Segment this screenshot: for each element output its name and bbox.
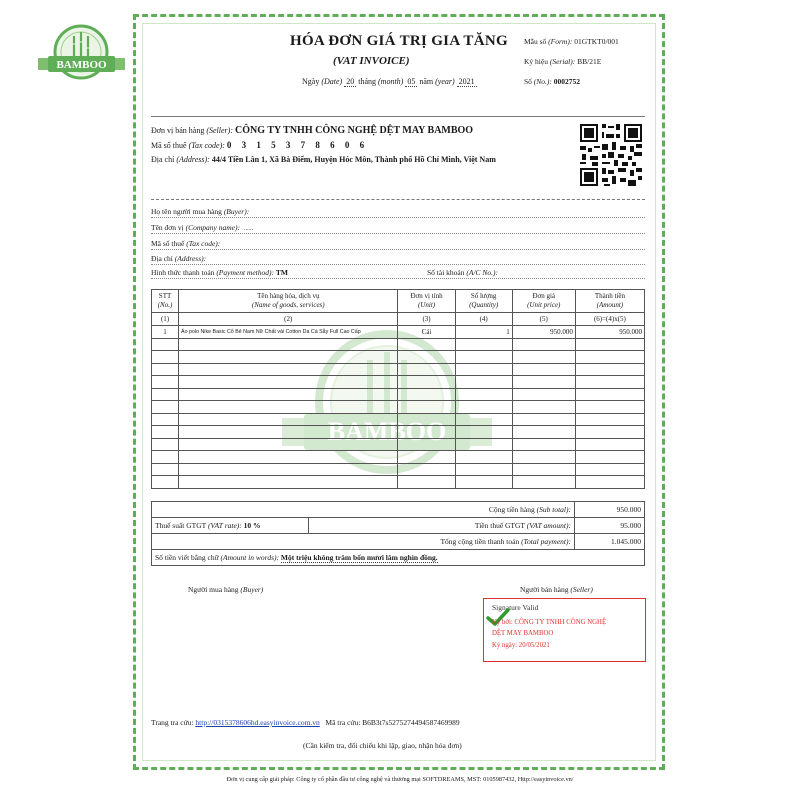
table-row bbox=[152, 376, 645, 389]
table-cell bbox=[455, 388, 512, 401]
vat-row bbox=[152, 518, 645, 534]
table-cell bbox=[398, 401, 455, 414]
form-number: Mẫu số (Form): 01GTKT0/001 bbox=[524, 37, 619, 46]
table-cell bbox=[512, 451, 575, 464]
table-cell bbox=[575, 351, 644, 364]
table-cell: (6)=(4)x(5) bbox=[575, 313, 644, 326]
table-cell bbox=[455, 363, 512, 376]
table-cell bbox=[575, 376, 644, 389]
table-cell: 1 bbox=[152, 326, 179, 339]
buyer-company-row: Tên đơn vị (Company name): ...... bbox=[151, 222, 645, 234]
table-cell bbox=[398, 351, 455, 364]
table-cell bbox=[512, 351, 575, 364]
table-cell bbox=[398, 363, 455, 376]
table-cell bbox=[179, 401, 398, 414]
table-cell bbox=[512, 476, 575, 489]
signed-by-line2: DỆT MAY BAMBOO bbox=[492, 630, 554, 637]
table-cell bbox=[179, 351, 398, 364]
seller-address-row: Địa chỉ (Address): 44/4 Tiền Lân 1, Xã Bà Điểm, Huyện Hóc Môn, Thành phố Hồ Chí Minh, Việt Nam bbox=[151, 155, 496, 164]
table-row bbox=[152, 438, 645, 451]
table-cell: 950.000 bbox=[512, 326, 575, 339]
buyer-tax-row: Mã số thuế (Tax code): bbox=[151, 238, 645, 250]
header-amount: Thành tiền (Amount) bbox=[575, 290, 644, 313]
table-cell bbox=[152, 426, 179, 439]
table-cell bbox=[179, 388, 398, 401]
signed-by-line1: Ký bởi: CÔNG TY TNHH CÔNG NGHỆ bbox=[492, 619, 607, 626]
divider bbox=[151, 199, 645, 200]
table-cell bbox=[455, 426, 512, 439]
table-cell: (1) bbox=[152, 313, 179, 326]
table-cell bbox=[152, 451, 179, 464]
table-cell bbox=[398, 376, 455, 389]
table-cell: (2) bbox=[179, 313, 398, 326]
table-cell bbox=[398, 338, 455, 351]
seller-signature-label: Người bán hàng (Seller) bbox=[520, 585, 593, 594]
date-year: 2021 bbox=[458, 77, 475, 86]
header-name: Tên hàng hóa, dịch vụ (Name of goods, services) bbox=[179, 290, 398, 313]
items-table bbox=[151, 289, 645, 489]
table-row bbox=[152, 476, 645, 489]
table-cell bbox=[455, 413, 512, 426]
watermark-text: BAMBOO bbox=[327, 417, 447, 446]
seller-name-row: Đơn vị bán hàng (Seller): CÔNG TY TNHH CÔNG NGHỆ DỆT MAY BAMBOO bbox=[151, 125, 474, 136]
table-cell bbox=[152, 376, 179, 389]
table-row bbox=[152, 326, 645, 339]
table-row bbox=[152, 426, 645, 439]
lookup-link[interactable]: http://0315378606hd.easyinvoice.com.vn bbox=[195, 718, 320, 727]
product-name: Áo polo Nike Basic Cổ Bẻ Nam Nữ Chất vải Cotton Da Cá Sẵy Full Cao Cấp bbox=[179, 326, 398, 339]
table-cell bbox=[455, 463, 512, 476]
table-row bbox=[152, 351, 645, 364]
logo-text: BAMBOO bbox=[56, 59, 107, 71]
table-cell bbox=[575, 463, 644, 476]
table-cell bbox=[152, 388, 179, 401]
total-row bbox=[152, 534, 645, 550]
table-cell bbox=[512, 363, 575, 376]
signature-valid-text: Signature Valid bbox=[492, 603, 539, 612]
header-unit: Đơn vị tính (Unit) bbox=[398, 290, 455, 313]
table-cell bbox=[398, 426, 455, 439]
table-cell bbox=[179, 438, 398, 451]
seller-address: 44/4 Tiền Lân 1, Xã Bà Điểm, Huyện Hóc Môn, Thành phố Hồ Chí Minh, Việt Nam bbox=[211, 155, 496, 164]
table-cell bbox=[575, 438, 644, 451]
table-cell: (4) bbox=[455, 313, 512, 326]
header-no: STT (No.) bbox=[152, 290, 179, 313]
table-cell: 950.000 bbox=[575, 326, 644, 339]
table-cell bbox=[398, 413, 455, 426]
table-cell bbox=[512, 438, 575, 451]
table-cell bbox=[575, 388, 644, 401]
table-cell bbox=[179, 476, 398, 489]
table-cell: (3) bbox=[398, 313, 455, 326]
table-cell bbox=[179, 363, 398, 376]
table-cell bbox=[179, 338, 398, 351]
table-row bbox=[152, 388, 645, 401]
bamboo-logo bbox=[34, 22, 129, 92]
seller-name: CÔNG TY TNHH CÔNG NGHỆ DỆT MAY BAMBOO bbox=[235, 125, 474, 136]
table-row bbox=[152, 451, 645, 464]
total-value: 1.045.000 bbox=[575, 534, 645, 550]
signed-date: Ký ngày: 20/05/2021 bbox=[492, 642, 550, 649]
qr-code-icon bbox=[578, 122, 644, 188]
table-cell bbox=[152, 476, 179, 489]
payment-method: TM bbox=[275, 268, 288, 277]
buyer-address-row: Địa chỉ (Address): bbox=[151, 253, 645, 265]
lookup-code: B6B3t7s5275274494587469989 bbox=[362, 718, 460, 727]
table-cell bbox=[575, 338, 644, 351]
table-cell bbox=[455, 376, 512, 389]
table-cell bbox=[512, 401, 575, 414]
subtotal-row bbox=[152, 502, 645, 518]
serial-number: Ký hiệu (Serial): BB/21E bbox=[524, 57, 602, 66]
table-cell bbox=[512, 388, 575, 401]
totals-cell: Tiền thuế GTGT (VAT amount): bbox=[309, 518, 575, 534]
table-cell bbox=[179, 463, 398, 476]
table-cell bbox=[152, 413, 179, 426]
table-cell bbox=[398, 438, 455, 451]
lookup-row: Trang tra cứu: http://0315378606hd.easyinvoice.com.vn Mã tra cứu: B6B3t7s5275274494587469989 bbox=[151, 718, 460, 727]
date-month: 05 bbox=[407, 77, 416, 86]
table-cell bbox=[455, 438, 512, 451]
table-row bbox=[152, 463, 645, 476]
table-row bbox=[152, 363, 645, 376]
table-cell bbox=[398, 388, 455, 401]
table-cell bbox=[575, 426, 644, 439]
amount-in-words: Một triệu không trăm bốn mươi lăm nghìn đồng. bbox=[280, 553, 438, 562]
digital-signature-box bbox=[483, 598, 646, 662]
totals-cell: Cộng tiền hàng (Sub total): bbox=[152, 502, 575, 518]
table-cell bbox=[152, 438, 179, 451]
table-cell bbox=[455, 451, 512, 464]
table-cell bbox=[575, 451, 644, 464]
table-cell bbox=[575, 476, 644, 489]
buyer-payment-row: Hình thức thanh toán (Payment method): TM Số tài khoản (A/C No.): bbox=[151, 267, 645, 279]
buyer-name-row: Họ tên người mua hàng (Buyer): bbox=[151, 206, 645, 218]
amount-words-row bbox=[152, 550, 645, 566]
buyer-signature-label: Người mua hàng (Buyer) bbox=[188, 585, 264, 594]
header-quantity: Số lượng (Quantity) bbox=[455, 290, 512, 313]
check-note: (Cần kiểm tra, đối chiếu khi lập, giao, nhận hóa đơn) bbox=[303, 741, 462, 750]
table-cell bbox=[152, 463, 179, 476]
table-cell bbox=[179, 426, 398, 439]
totals-cell: Thuế suất GTGT (VAT rate): 10 % bbox=[152, 518, 309, 534]
table-cell bbox=[455, 351, 512, 364]
table-cell bbox=[512, 463, 575, 476]
table-cell bbox=[152, 338, 179, 351]
table-cell bbox=[455, 476, 512, 489]
invoice-subtitle: (VAT INVOICE) bbox=[333, 55, 410, 67]
table-cell bbox=[512, 338, 575, 351]
table-cell bbox=[398, 476, 455, 489]
seller-tax-code: 0 3 1 5 3 7 8 6 0 6 bbox=[226, 140, 369, 150]
table-cell bbox=[512, 376, 575, 389]
totals-cell: Số tiền viết bằng chữ (Amount in words): Một triệu không trăm bốn mươi lăm nghìn đồng. bbox=[152, 550, 645, 566]
totals-cell: Tổng cộng tiền thanh toán (Total payment): bbox=[152, 534, 575, 550]
table-cell bbox=[455, 401, 512, 414]
table-cell bbox=[179, 451, 398, 464]
invoice-number: Số (No.): 0002752 bbox=[524, 77, 581, 86]
seller-tax-row: Mã số thuế (Tax code): 0 3 1 5 3 7 8 6 0 6 bbox=[151, 140, 369, 150]
table-cell bbox=[398, 451, 455, 464]
table-cell: (5) bbox=[512, 313, 575, 326]
provider-info: Đơn vị cung cấp giải pháp: Công ty cổ phần đầu tư công nghệ và thương mại SOFTDREAMS, MST: 0105987432, Http://easyinvoice.vn/ bbox=[226, 776, 574, 783]
divider bbox=[151, 116, 645, 117]
table-cell bbox=[575, 413, 644, 426]
subtotal-value: 950.000 bbox=[575, 502, 645, 518]
table-index-row bbox=[152, 313, 645, 326]
table-row bbox=[152, 401, 645, 414]
vat-amount-value: 95.000 bbox=[575, 518, 645, 534]
table-cell bbox=[152, 363, 179, 376]
table-header-row bbox=[152, 290, 645, 313]
table-cell bbox=[152, 351, 179, 364]
table-cell bbox=[152, 401, 179, 414]
table-cell bbox=[575, 401, 644, 414]
table-cell bbox=[512, 426, 575, 439]
table-cell bbox=[575, 363, 644, 376]
invoice-title: HÓA ĐƠN GIÁ TRỊ GIA TĂNG bbox=[290, 33, 508, 49]
totals-table bbox=[151, 501, 645, 566]
vat-rate: 10 % bbox=[243, 521, 261, 530]
table-cell bbox=[179, 413, 398, 426]
table-row bbox=[152, 413, 645, 426]
table-row bbox=[152, 338, 645, 351]
table-cell bbox=[179, 376, 398, 389]
table-cell bbox=[398, 463, 455, 476]
table-cell: Cái bbox=[398, 326, 455, 339]
table-cell bbox=[455, 338, 512, 351]
header-unit-price: Đơn giá (Unit price) bbox=[512, 290, 575, 313]
table-cell bbox=[512, 413, 575, 426]
invoice-date: Ngày (Date) 20 tháng (month) 05 năm (year) 2021 bbox=[302, 77, 475, 86]
date-day: 20 bbox=[346, 77, 355, 86]
table-cell: 1 bbox=[455, 326, 512, 339]
